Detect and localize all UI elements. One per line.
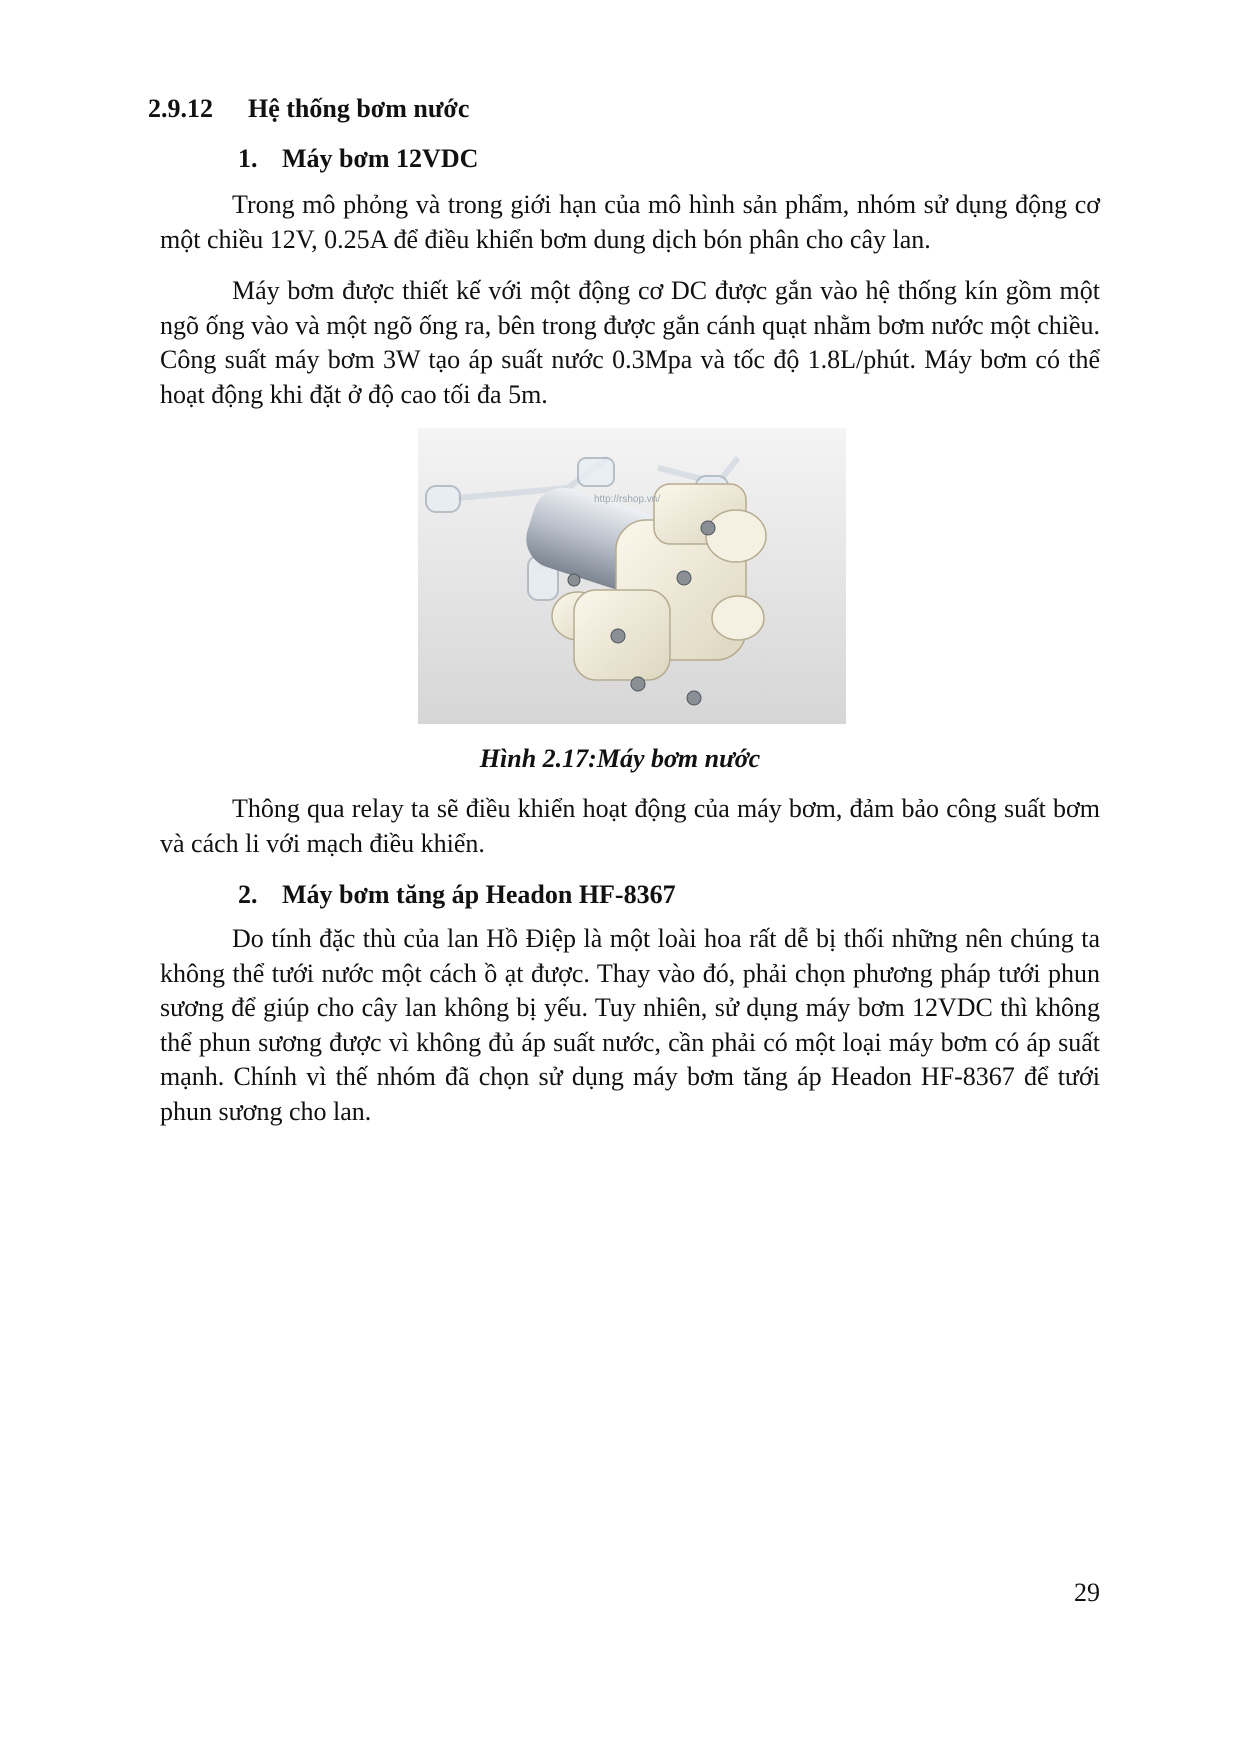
subsection-1-heading — [238, 144, 478, 174]
section-heading — [148, 94, 469, 124]
water-pump-image — [418, 428, 846, 724]
section-title: Hệ thống bơm nước — [248, 94, 470, 123]
subsection-1-number: 1. — [238, 144, 258, 173]
pump-photo — [418, 428, 846, 724]
paragraph: Thông qua relay ta sẽ điều khiển hoạt động của máy bơm, đảm bảo công suất bơm và cách li với mạch điều khiển. — [160, 794, 1100, 858]
paragraph: Máy bơm được thiết kế với một động cơ DC được gắn vào hệ thống kín gồm một ngõ ống vào và một ngõ ống ra, bên trong được gắn cánh quạt nhằm bơm nước một chiều. Công suất máy bơm 3W tạo áp suất nước 0.3Mpa và tốc độ 1.8L/phút. Máy bơm có thể hoạt động khi đặt ở độ cao tối đa 5m. — [160, 276, 1100, 409]
paragraph: Trong mô phỏng và trong giới hạn của mô hình sản phẩm, nhóm sử dụng động cơ một chiều 12V, 0.25A để điều khiển bơm dung dịch bón phân cho cây lan. — [160, 190, 1100, 254]
subsection-1-title: Máy bơm 12VDC — [282, 144, 479, 173]
page-number: 29 — [1074, 1578, 1100, 1607]
subsection-2-title: Máy bơm tăng áp Headon HF-8367 — [282, 880, 676, 909]
subsection-2-number: 2. — [238, 880, 258, 909]
subsection-2-heading — [238, 880, 676, 910]
section-number: 2.9.12 — [148, 94, 213, 123]
figure-caption: Hình 2.17:Máy bơm nước — [479, 744, 761, 773]
photo-watermark: http://rshop.vn/ — [594, 494, 661, 505]
paragraph: Do tính đặc thù của lan Hồ Điệp là một loài hoa rất dễ bị thối những nên chúng ta không thể tưới nước một cách ồ ạt được. Thay vào đó, phải chọn phương pháp tưới phun sương để giúp cho cây lan không bị yếu. Tuy nhiên, sử dụng máy bơm 12VDC thì không thể phun sương được vì không đủ áp suất nước, cần phải có một loại máy bơm có áp suất mạnh. Chính vì thế nhóm đã chọn sử dụng máy bơm tăng áp Headon HF-8367 để tưới phun sương cho lan. — [160, 924, 1100, 1126]
